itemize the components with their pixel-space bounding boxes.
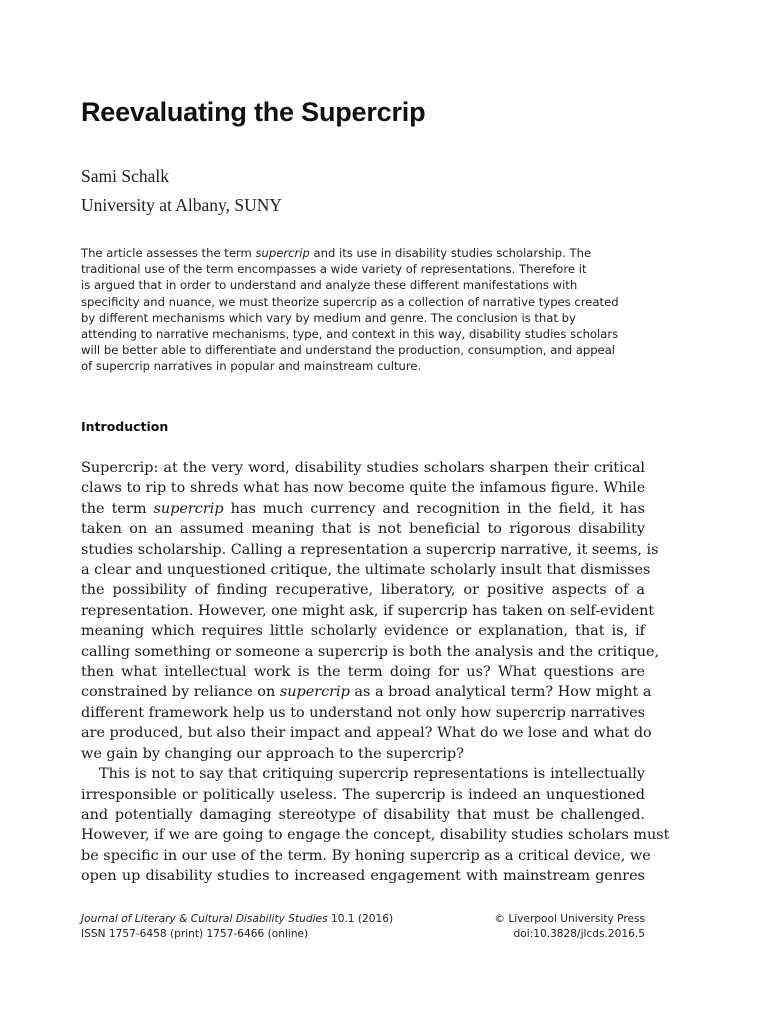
body-line — [81, 744, 645, 764]
text-run: by different mechanisms which vary by medium and genre. The conclusion is that by — [81, 310, 576, 325]
body-line — [81, 478, 645, 498]
text-run: are produced, but also their impact and appeal? What do we lose and what do — [81, 725, 652, 742]
body-line — [81, 621, 645, 641]
publisher: © Liverpool University Press — [494, 913, 645, 925]
body-line — [81, 866, 645, 886]
body-line — [81, 825, 670, 845]
text-run: taken on an assumed meaning that is not beneficial to rigorous disability — [81, 521, 645, 538]
text-run: the possibility of finding recuperative, liberatory, or positive aspects of a — [81, 582, 645, 599]
abstract-line — [81, 358, 641, 374]
text-run: as a broad analytical term? How might a — [349, 684, 652, 701]
body-line — [81, 703, 645, 723]
body-line — [81, 458, 645, 478]
text-run: a clear and unquestioned critique, the ultimate scholarly insult that dismisses — [81, 562, 651, 579]
body-line — [81, 764, 645, 784]
text-run: calling something or someone a supercrip is both the analysis and the critique, — [81, 643, 660, 660]
text-run: This is not to say that critiquing supercrip representations is intellectually — [99, 766, 645, 783]
text-run: constrained by reliance on — [81, 684, 280, 701]
abstract-line — [81, 261, 641, 277]
author-affiliation: University at Albany, SUNY — [81, 195, 283, 215]
journal-volume: 10.1 (2016) — [327, 913, 394, 925]
text-run: studies scholarship. Calling a representation a supercrip narrative, it seems, is — [81, 541, 659, 558]
issn: ISSN 1757-6458 (print) 1757-6466 (online) — [81, 928, 309, 940]
text-run: will be better able to differentiate and understand the production, consumption, and appeal — [81, 343, 616, 358]
abstract-line — [81, 294, 641, 310]
text-run: has much currency and recognition in the field, it has — [223, 500, 645, 517]
text-run: irresponsible or politically useless. The supercrip is indeed an unquestioned — [81, 786, 645, 803]
italic-term: supercrip — [153, 500, 224, 517]
abstract-line — [81, 342, 641, 358]
journal-citation — [81, 912, 393, 927]
italic-term: supercrip — [279, 684, 350, 701]
journal-name: Journal of Literary & Cultural Disability Studies — [81, 913, 328, 925]
body-line — [81, 642, 660, 662]
body-line — [81, 682, 652, 702]
abstract-line — [81, 277, 641, 293]
text-run: specificity and nuance, we must theorize supercrip as a collection of narrative types created — [81, 294, 619, 309]
abstract-line — [81, 310, 641, 326]
text-run: Supercrip: at the very word, disability studies scholars sharpen their critical — [81, 460, 645, 476]
section-heading: Introduction — [81, 419, 169, 434]
abstract — [81, 245, 641, 375]
text-run: traditional use of the term encompasses a wide variety of representations. Therefore it — [81, 262, 587, 277]
body-line — [81, 846, 651, 866]
doi: doi:10.3828/jlcds.2016.5 — [513, 928, 645, 940]
body-line — [81, 580, 645, 600]
text-run: then what intellectual work is the term doing for us? What questions are — [81, 664, 645, 681]
body-line — [81, 805, 645, 825]
body-line — [81, 540, 659, 560]
text-run: However, if we are going to engage the concept, disability studies scholars must — [81, 827, 670, 844]
body-line — [81, 662, 645, 682]
text-run: we gain by changing our approach to the supercrip? — [81, 745, 464, 762]
abstract-line — [81, 326, 641, 342]
author-name: Sami Schalk — [81, 166, 169, 186]
italic-term: supercrip — [255, 246, 310, 260]
text-run: of supercrip narratives in popular and mainstream culture. — [81, 359, 422, 374]
text-run: is argued that in order to understand and analyze these different manifestations with — [81, 278, 578, 293]
abstract-line — [81, 245, 641, 261]
text-run: claws to rip to shreds what has now become quite the infamous figure. While — [81, 480, 646, 497]
text-run: be specific in our use of the term. By honing supercrip as a critical device, we — [81, 847, 651, 864]
body-line — [81, 560, 651, 580]
text-run: The article assesses the term — [81, 246, 256, 260]
text-run: and potentially damaging stereotype of disability that must be challenged. — [81, 806, 645, 823]
body-text — [81, 458, 670, 887]
text-run: attending to narrative mechanisms, type, and context in this way, disability studies scholars — [81, 327, 619, 342]
text-run: the term — [81, 500, 154, 517]
body-line — [81, 519, 645, 539]
body-line — [81, 785, 645, 805]
text-run: representation. However, one might ask, if supercrip has taken on self-evident — [81, 602, 655, 619]
article-title: Reevaluating the Supercrip — [81, 97, 426, 127]
body-line — [81, 601, 655, 621]
body-line — [81, 723, 652, 743]
text-run: meaning which requires little scholarly evidence or explanation, that is, if — [81, 623, 645, 640]
text-run: different framework help us to understand not only how supercrip narratives — [81, 704, 645, 721]
body-line — [81, 499, 645, 519]
page-footer — [81, 912, 645, 942]
text-run: open up disability studies to increased engagement with mainstream genres — [81, 868, 645, 885]
text-run: and its use in disability studies scholarship. The — [309, 246, 592, 260]
